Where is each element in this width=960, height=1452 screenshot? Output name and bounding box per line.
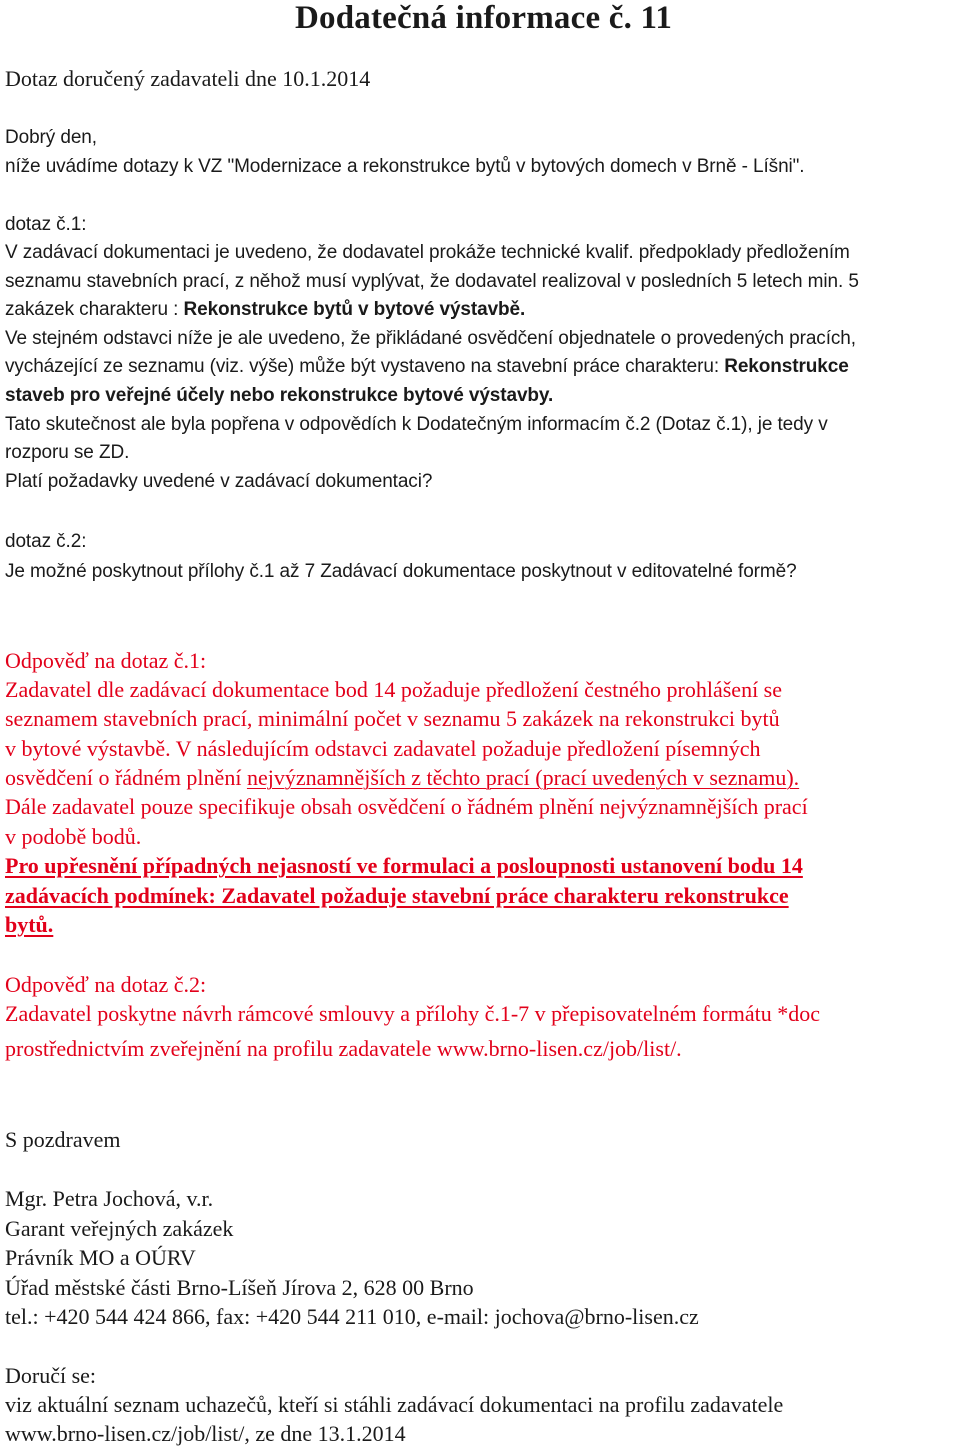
intro-text: níže uvádíme dotazy k VZ "Modernizace a rekonstrukce bytů v bytových domech v Brně - Líšni".	[5, 156, 805, 177]
question-2-heading: dotaz č.2:	[5, 531, 87, 552]
document-title: Dodatečná informace č. 11	[295, 0, 673, 36]
question-1-line: staveb pro veřejné účely nebo rekonstrukce bytové výstavby.	[5, 385, 554, 406]
signature-contact: tel.: +420 544 424 866, fax: +420 544 211 010, e-mail: jochova@brno-lisen.cz	[5, 1304, 699, 1329]
question-1-line: Tato skutečnost ale byla popřena v odpovědích k Dodatečným informacím č.2 (Dotaz č.1), je tedy v	[5, 414, 828, 435]
answer-1-line: v podobě bodů.	[5, 824, 142, 849]
answer-1-heading: Odpověď na dotaz č.1:	[5, 648, 207, 673]
question-1-line	[5, 299, 525, 321]
delivery-heading: Doručí se:	[5, 1363, 97, 1388]
closing: S pozdravem	[5, 1127, 121, 1152]
question-1-emphasis: Rekonstrukce bytů v bytové výstavbě.	[183, 299, 526, 320]
answer-1-line: Zadavatel dle zadávací dokumentace bod 14 požaduje předložení čestného prohlášení se	[5, 677, 783, 702]
answer-1-line: Dále zadavatel pouze specifikuje obsah osvědčení o řádném plnění nejvýznamnějších prací	[5, 794, 808, 819]
question-1-line: seznamu stavebních prací, z něhož musí vyplývat, že dodavatel realizoval v posledních 5 letech min. 5	[5, 271, 859, 292]
signature-role: Garant veřejných zakázek	[5, 1216, 234, 1241]
delivery-line: viz aktuální seznam uchazečů, kteří si stáhli zadávací dokumentaci na profilu zadavatele	[5, 1392, 784, 1417]
answer-1-clarification: Pro upřesnění případných nejasností ve formulaci a posloupnosti ustanovení bodu 14	[5, 853, 803, 878]
answer-1-line	[5, 765, 799, 791]
question-1-line: Ve stejném odstavci níže je ale uvedeno, že přikládané osvědčení objednatele o provedených pracích,	[5, 328, 856, 349]
answer-1-underlined: nejvýznamnějších z těchto prací (prací uvedených v seznamu).	[246, 765, 800, 790]
signature-department: Právník MO a OÚRV	[5, 1245, 196, 1270]
received-date: Dotaz doručený zadavateli dne 10.1.2014	[5, 66, 371, 91]
greeting: Dobrý den,	[5, 127, 97, 148]
question-1-text: zakázek charakteru :	[5, 299, 184, 320]
question-1-line: rozporu se ZD.	[5, 442, 130, 463]
answer-1-clarification: bytů.	[5, 912, 54, 937]
question-1-line: Platí požadavky uvedené v zadávací dokumentaci?	[5, 471, 433, 492]
answer-1-clarification: zadávacích podmínek: Zadavatel požaduje stavební práce charakteru rekonstrukce	[5, 883, 789, 908]
question-1-heading: dotaz č.1:	[5, 214, 87, 235]
question-1-emphasis: Rekonstrukce	[724, 356, 849, 377]
answer-2-line: prostřednictvím zveřejnění na profilu zadavatele www.brno-lisen.cz/job/list/.	[5, 1036, 682, 1061]
answer-1-line: seznamem stavebních prací, minimální počet v seznamu 5 zakázek na rekonstrukci bytů	[5, 706, 780, 731]
question-1-line	[5, 356, 849, 378]
delivery-line: www.brno-lisen.cz/job/list/, ze dne 13.1.2014	[5, 1421, 406, 1446]
answer-2-heading: Odpověď na dotaz č.2:	[5, 972, 207, 997]
question-2-line: Je možné poskytnout přílohy č.1 až 7 Zadávací dokumentace poskytnout v editovatelné formě?	[5, 561, 797, 582]
question-1-text: vycházející ze seznamu (viz. výše) může být vystaveno na stavební práce charakteru:	[5, 356, 725, 377]
signature-name: Mgr. Petra Jochová, v.r.	[5, 1186, 214, 1211]
answer-1-text: osvědčení o řádném plnění	[5, 765, 247, 790]
question-1-line: V zadávací dokumentaci je uvedeno, že dodavatel prokáže technické kvalif. předpoklady předložením	[5, 242, 850, 263]
answer-1-line: v bytové výstavbě. V následujícím odstavci zadavatel požaduje předložení písemných	[5, 736, 761, 761]
answer-2-line: Zadavatel poskytne návrh rámcové smlouvy a přílohy č.1-7 v přepisovatelném formátu *doc	[5, 1001, 820, 1026]
signature-address: Úřad městské části Brno-Líšeň Jírova 2, 628 00 Brno	[5, 1275, 474, 1300]
